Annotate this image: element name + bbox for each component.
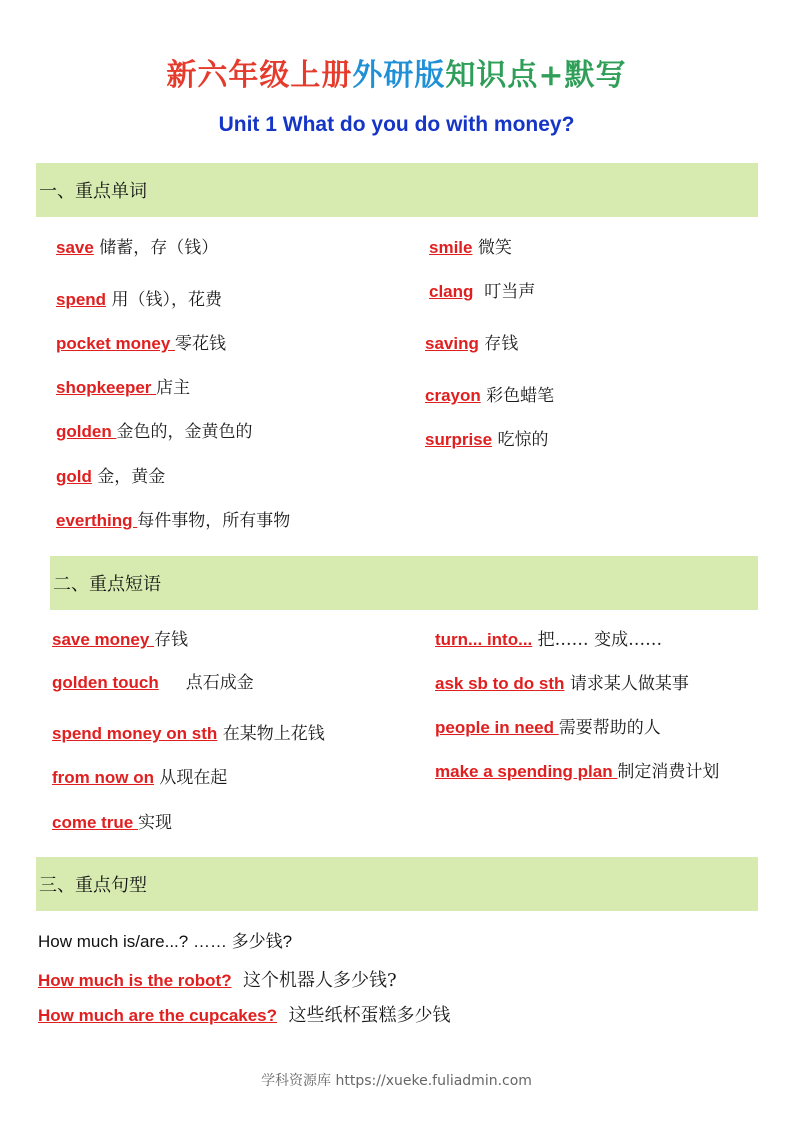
- word-en: crayon: [425, 386, 481, 405]
- word-zh: 彩色蜡笔: [480, 386, 555, 406]
- phrase-zh: 存钱: [154, 630, 189, 650]
- word-zh: 存钱: [478, 334, 519, 354]
- phrase-item: [435, 669, 689, 694]
- word-item: [425, 329, 518, 354]
- word-zh: 金，黄金: [91, 467, 166, 487]
- sentence-en: How much is the robot?: [38, 971, 232, 990]
- title-part-3: 知识点+默写: [445, 58, 627, 93]
- word-zh: 用（钱），花费: [106, 290, 222, 310]
- word-en: everthing: [56, 511, 138, 530]
- unit-title: Unit 1 What do you do with money?: [218, 113, 575, 136]
- word-en: gold: [56, 467, 92, 486]
- phrase-item: [435, 625, 662, 650]
- phrase-en: people in need: [435, 718, 559, 737]
- sentence-en: How much are the cupcakes?: [38, 1006, 278, 1025]
- phrase-en: from now on: [52, 768, 154, 787]
- sentence-zh: 这些纸杯蛋糕多少钱: [277, 1005, 451, 1026]
- page-title: [0, 50, 793, 94]
- word-item: [429, 277, 535, 302]
- phrase-en: make a spending plan: [435, 762, 618, 781]
- word-zh: 微笑: [472, 238, 512, 258]
- pattern-text: How much is/are...? …… 多少钱?: [38, 932, 293, 951]
- word-en: shopkeeper: [56, 378, 157, 397]
- footer-watermark: 学科资源库 https://xueke.fuliadmin.com: [261, 1073, 532, 1089]
- phrase-zh: 把…… 变成……: [532, 630, 663, 650]
- phrase-item: [52, 808, 172, 833]
- word-item: [425, 425, 549, 450]
- word-zh: 叮当声: [473, 282, 536, 302]
- phrase-zh: 从现在起: [153, 768, 228, 788]
- section-2-heading: 二、重点短语: [50, 556, 758, 610]
- word-en: smile: [429, 238, 473, 257]
- word-item: [56, 285, 222, 310]
- word-en: pocket money: [56, 334, 176, 353]
- phrase-item: [52, 719, 325, 744]
- sentence-item: [38, 966, 397, 992]
- word-zh: 店主: [156, 378, 191, 398]
- word-item: [56, 329, 226, 354]
- phrase-item: [52, 763, 227, 788]
- phrase-item: [52, 668, 254, 693]
- word-en: saving: [425, 334, 479, 353]
- phrase-item: [435, 757, 719, 782]
- word-item: [425, 381, 554, 406]
- word-en: golden: [56, 422, 117, 441]
- sentence-item: [38, 1001, 450, 1027]
- title-part-1: 新六年级上册: [166, 58, 353, 93]
- phrase-en: save money: [52, 630, 155, 649]
- phrase-zh: 在某物上花钱: [217, 724, 325, 744]
- sentence-zh: 这个机器人多少钱?: [231, 970, 397, 991]
- title-part-2: 外研版: [352, 58, 446, 93]
- phrase-item: [52, 625, 188, 650]
- section-3-heading: 三、重点句型: [36, 857, 758, 911]
- word-en: clang: [429, 282, 474, 301]
- word-item: [56, 373, 190, 398]
- word-zh: 零花钱: [175, 334, 227, 354]
- word-item: [429, 233, 512, 258]
- word-zh: 金色的，金黄色的: [116, 422, 253, 442]
- phrase-zh: 点石成金: [158, 673, 254, 693]
- word-item: [56, 462, 165, 487]
- word-zh: 吃惊的: [492, 430, 549, 450]
- word-en: surprise: [425, 430, 493, 449]
- section-1-heading: 一、重点单词: [36, 163, 758, 217]
- phrase-en: ask sb to do sth: [435, 674, 565, 693]
- phrase-zh: 请求某人做某事: [564, 674, 689, 694]
- phrase-en: come true: [52, 813, 138, 832]
- word-zh: 每件事物，所有事物: [137, 511, 291, 531]
- phrase-item: [435, 713, 661, 738]
- sentence-pattern: [38, 927, 292, 952]
- word-en: spend: [56, 290, 107, 309]
- phrase-en: turn... into...: [435, 630, 533, 649]
- phrase-zh: 制定消费计划: [617, 762, 720, 782]
- phrase-en: spend money on sth: [52, 724, 218, 743]
- phrase-zh: 实现: [137, 813, 172, 833]
- word-item: [56, 233, 218, 258]
- word-item: [56, 417, 252, 442]
- word-item: [56, 506, 290, 531]
- phrase-zh: 需要帮助的人: [558, 718, 661, 738]
- phrase-en: golden touch: [52, 673, 159, 692]
- word-zh: 储蓄，存（钱）: [93, 238, 219, 258]
- word-en: save: [56, 238, 94, 257]
